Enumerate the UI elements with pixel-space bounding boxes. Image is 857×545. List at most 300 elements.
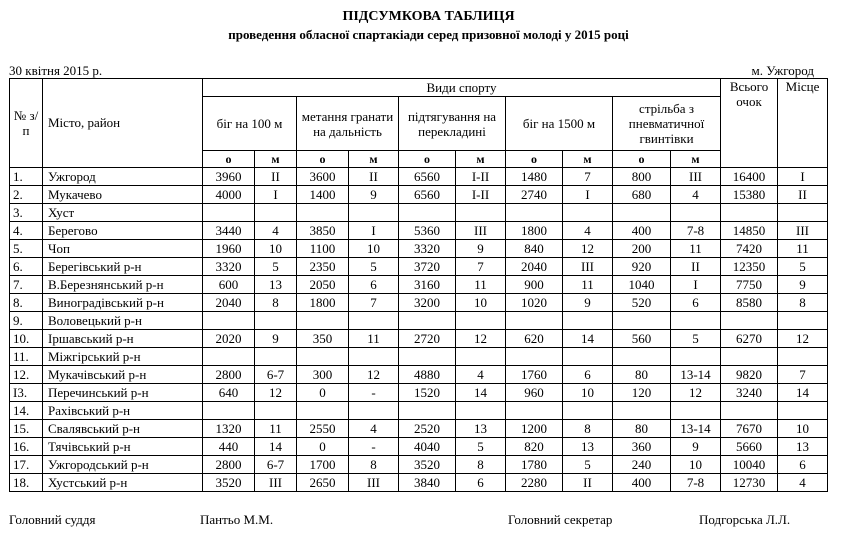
rank-cell: 6 bbox=[349, 276, 399, 294]
score-cell: 3600 bbox=[297, 168, 349, 186]
score-cell: 920 bbox=[613, 258, 671, 276]
score-cell: 3840 bbox=[399, 474, 456, 492]
score-cell: 3440 bbox=[203, 222, 255, 240]
score-cell: 350 bbox=[297, 330, 349, 348]
city-name: Ужгород bbox=[43, 168, 203, 186]
col-sports-header: Види спорту bbox=[203, 79, 721, 97]
total-points: 3240 bbox=[721, 384, 778, 402]
rank-cell: ІІІ bbox=[349, 474, 399, 492]
rank-cell: 6 bbox=[563, 366, 613, 384]
score-cell: 1780 bbox=[506, 456, 563, 474]
row-number: 6. bbox=[10, 258, 43, 276]
rank-cell bbox=[671, 204, 721, 222]
rank-cell: 14 bbox=[456, 384, 506, 402]
total-points bbox=[721, 204, 778, 222]
rank-cell: 5 bbox=[671, 330, 721, 348]
score-cell: 2550 bbox=[297, 420, 349, 438]
rank-cell bbox=[255, 204, 297, 222]
table-row bbox=[10, 474, 828, 492]
sport-header-grenade: метання гранати на дальність bbox=[297, 97, 399, 151]
total-points: 8580 bbox=[721, 294, 778, 312]
rank-cell: 7-8 bbox=[671, 222, 721, 240]
score-cell bbox=[399, 402, 456, 420]
header-row-1 bbox=[10, 79, 828, 97]
score-cell bbox=[297, 402, 349, 420]
total-points bbox=[721, 312, 778, 330]
table-row bbox=[10, 348, 828, 366]
rank-cell bbox=[671, 348, 721, 366]
rank-cell: 6 bbox=[671, 294, 721, 312]
final-place: 10 bbox=[778, 420, 828, 438]
score-cell bbox=[613, 204, 671, 222]
score-cell bbox=[506, 204, 563, 222]
score-cell: 1320 bbox=[203, 420, 255, 438]
table-row bbox=[10, 258, 828, 276]
rank-cell bbox=[349, 402, 399, 420]
col-total-header: Всього очок bbox=[721, 79, 778, 168]
score-cell: 560 bbox=[613, 330, 671, 348]
rank-cell: 8 bbox=[456, 456, 506, 474]
score-cell: 3850 bbox=[297, 222, 349, 240]
table-row bbox=[10, 276, 828, 294]
score-cell bbox=[203, 312, 255, 330]
score-cell: 5360 bbox=[399, 222, 456, 240]
row-number: 5. bbox=[10, 240, 43, 258]
score-cell: 2280 bbox=[506, 474, 563, 492]
score-cell: 3520 bbox=[399, 456, 456, 474]
score-cell: 400 bbox=[613, 222, 671, 240]
rank-cell: 7 bbox=[456, 258, 506, 276]
rank-cell: 12 bbox=[671, 384, 721, 402]
sub-header-m: м bbox=[563, 151, 613, 168]
rank-cell: 4 bbox=[456, 366, 506, 384]
rank-cell: 4 bbox=[671, 186, 721, 204]
score-cell: 2040 bbox=[203, 294, 255, 312]
city-name: Мукачівський р-н bbox=[43, 366, 203, 384]
rank-cell: 9 bbox=[349, 186, 399, 204]
sub-header-o: о bbox=[613, 151, 671, 168]
rank-cell: 13 bbox=[456, 420, 506, 438]
document-title: ПІДСУМКОВА ТАБЛИЦЯ bbox=[342, 9, 515, 24]
score-cell: 900 bbox=[506, 276, 563, 294]
score-cell bbox=[203, 402, 255, 420]
total-points: 6270 bbox=[721, 330, 778, 348]
rank-cell: 9 bbox=[671, 438, 721, 456]
rank-cell: 7 bbox=[563, 168, 613, 186]
total-points: 14850 bbox=[721, 222, 778, 240]
rank-cell: 5 bbox=[563, 456, 613, 474]
score-cell: 1800 bbox=[506, 222, 563, 240]
rank-cell: 10 bbox=[563, 384, 613, 402]
document-place: м. Ужгород bbox=[751, 63, 814, 78]
rank-cell: 11 bbox=[671, 240, 721, 258]
score-cell: 1960 bbox=[203, 240, 255, 258]
rank-cell: ІІІ bbox=[671, 168, 721, 186]
secretary-label: Головний секретар bbox=[508, 512, 613, 527]
rank-cell: 4 bbox=[255, 222, 297, 240]
score-cell bbox=[506, 312, 563, 330]
sub-header-o: о bbox=[203, 151, 255, 168]
sub-header-m: м bbox=[671, 151, 721, 168]
table-row bbox=[10, 222, 828, 240]
final-place: 13 bbox=[778, 438, 828, 456]
city-name: Іршавський р-н bbox=[43, 330, 203, 348]
rank-cell: ІІ bbox=[349, 168, 399, 186]
rank-cell bbox=[255, 312, 297, 330]
score-cell bbox=[506, 348, 563, 366]
rank-cell bbox=[671, 402, 721, 420]
final-place: 9 bbox=[778, 276, 828, 294]
row-number: 11. bbox=[10, 348, 43, 366]
rank-cell: І-ІІ bbox=[456, 186, 506, 204]
rank-cell bbox=[563, 402, 613, 420]
rank-cell: - bbox=[349, 438, 399, 456]
table-row bbox=[10, 384, 828, 402]
final-place: 8 bbox=[778, 294, 828, 312]
score-cell bbox=[399, 204, 456, 222]
rank-cell: 9 bbox=[255, 330, 297, 348]
sport-header-run1500: біг на 1500 м bbox=[506, 97, 613, 151]
score-cell: 400 bbox=[613, 474, 671, 492]
rank-cell: ІІ bbox=[671, 258, 721, 276]
final-place bbox=[778, 348, 828, 366]
rank-cell: І bbox=[255, 186, 297, 204]
total-points: 10040 bbox=[721, 456, 778, 474]
rank-cell: 5 bbox=[349, 258, 399, 276]
rank-cell bbox=[563, 312, 613, 330]
row-number: 7. bbox=[10, 276, 43, 294]
score-cell: 3720 bbox=[399, 258, 456, 276]
score-cell: 960 bbox=[506, 384, 563, 402]
table-row bbox=[10, 312, 828, 330]
score-cell bbox=[203, 348, 255, 366]
score-cell: 1200 bbox=[506, 420, 563, 438]
row-number: 4. bbox=[10, 222, 43, 240]
row-number: 2. bbox=[10, 186, 43, 204]
score-cell bbox=[297, 348, 349, 366]
score-cell: 200 bbox=[613, 240, 671, 258]
score-cell: 240 bbox=[613, 456, 671, 474]
sub-header-m: м bbox=[456, 151, 506, 168]
rank-cell: 5 bbox=[456, 438, 506, 456]
score-cell bbox=[297, 312, 349, 330]
rank-cell: 10 bbox=[349, 240, 399, 258]
total-points: 7420 bbox=[721, 240, 778, 258]
rank-cell bbox=[255, 348, 297, 366]
total-points: 7670 bbox=[721, 420, 778, 438]
final-place: 11 bbox=[778, 240, 828, 258]
final-place bbox=[778, 402, 828, 420]
score-cell: 3320 bbox=[203, 258, 255, 276]
table-row bbox=[10, 240, 828, 258]
score-cell: 1760 bbox=[506, 366, 563, 384]
final-place: 5 bbox=[778, 258, 828, 276]
table-row bbox=[10, 438, 828, 456]
sub-header-o: о bbox=[399, 151, 456, 168]
score-cell: 1700 bbox=[297, 456, 349, 474]
rank-cell bbox=[349, 348, 399, 366]
rank-cell: ІІІ bbox=[255, 474, 297, 492]
score-cell: 6560 bbox=[399, 186, 456, 204]
sub-header-o: о bbox=[506, 151, 563, 168]
rank-cell: ІІ bbox=[563, 474, 613, 492]
score-cell: 6560 bbox=[399, 168, 456, 186]
sport-header-run100: біг на 100 м bbox=[203, 97, 297, 151]
row-number: 15. bbox=[10, 420, 43, 438]
rank-cell: 9 bbox=[456, 240, 506, 258]
rank-cell: 8 bbox=[255, 294, 297, 312]
rank-cell: 14 bbox=[563, 330, 613, 348]
score-cell: 2050 bbox=[297, 276, 349, 294]
row-number: 17. bbox=[10, 456, 43, 474]
final-place: 14 bbox=[778, 384, 828, 402]
score-cell: 3160 bbox=[399, 276, 456, 294]
row-number: 14. bbox=[10, 402, 43, 420]
score-cell: 80 bbox=[613, 420, 671, 438]
score-cell: 820 bbox=[506, 438, 563, 456]
score-cell: 0 bbox=[297, 438, 349, 456]
score-cell: 1480 bbox=[506, 168, 563, 186]
document-date: 30 квітня 2015 р. bbox=[9, 63, 103, 78]
score-cell bbox=[399, 348, 456, 366]
final-place: 4 bbox=[778, 474, 828, 492]
rank-cell bbox=[456, 402, 506, 420]
sub-header-m: м bbox=[255, 151, 297, 168]
score-cell: 3320 bbox=[399, 240, 456, 258]
results-table bbox=[9, 78, 828, 492]
table-row bbox=[10, 168, 828, 186]
score-cell: 1100 bbox=[297, 240, 349, 258]
final-place: ІІ bbox=[778, 186, 828, 204]
score-cell: 800 bbox=[613, 168, 671, 186]
city-name: Рахівський р-н bbox=[43, 402, 203, 420]
final-place: 7 bbox=[778, 366, 828, 384]
city-name: Міжгірський р-н bbox=[43, 348, 203, 366]
score-cell: 2520 bbox=[399, 420, 456, 438]
score-cell: 1020 bbox=[506, 294, 563, 312]
city-name: В.Березнянський р-н bbox=[43, 276, 203, 294]
rank-cell: 13 bbox=[563, 438, 613, 456]
rank-cell: ІІ bbox=[255, 168, 297, 186]
rank-cell bbox=[456, 204, 506, 222]
rank-cell: І bbox=[671, 276, 721, 294]
score-cell: 1040 bbox=[613, 276, 671, 294]
score-cell: 2040 bbox=[506, 258, 563, 276]
sub-header-o: о bbox=[297, 151, 349, 168]
score-cell: 2350 bbox=[297, 258, 349, 276]
rank-cell: 12 bbox=[349, 366, 399, 384]
score-cell: 600 bbox=[203, 276, 255, 294]
rank-cell: І bbox=[349, 222, 399, 240]
final-place: ІІІ bbox=[778, 222, 828, 240]
rank-cell: 10 bbox=[671, 456, 721, 474]
total-points: 12730 bbox=[721, 474, 778, 492]
total-points: 5660 bbox=[721, 438, 778, 456]
rank-cell: - bbox=[349, 384, 399, 402]
city-name: Мукачево bbox=[43, 186, 203, 204]
row-number: 9. bbox=[10, 312, 43, 330]
score-cell bbox=[506, 402, 563, 420]
score-cell bbox=[613, 348, 671, 366]
rank-cell: 9 bbox=[563, 294, 613, 312]
city-name: Тячівський р-н bbox=[43, 438, 203, 456]
rank-cell: 13 bbox=[255, 276, 297, 294]
score-cell: 640 bbox=[203, 384, 255, 402]
final-place: 12 bbox=[778, 330, 828, 348]
rank-cell: 8 bbox=[563, 420, 613, 438]
rank-cell bbox=[349, 204, 399, 222]
total-points bbox=[721, 348, 778, 366]
row-number: І3. bbox=[10, 384, 43, 402]
row-number: 8. bbox=[10, 294, 43, 312]
table-row bbox=[10, 456, 828, 474]
rank-cell: 12 bbox=[456, 330, 506, 348]
rank-cell: 11 bbox=[349, 330, 399, 348]
row-number: 16. bbox=[10, 438, 43, 456]
score-cell: 4880 bbox=[399, 366, 456, 384]
score-cell: 120 bbox=[613, 384, 671, 402]
sub-header-m: м bbox=[349, 151, 399, 168]
score-cell: 2800 bbox=[203, 366, 255, 384]
score-cell: 1400 bbox=[297, 186, 349, 204]
score-cell: 520 bbox=[613, 294, 671, 312]
sport-header-pullups: підтягування на перекладині bbox=[399, 97, 506, 151]
rank-cell: 6-7 bbox=[255, 456, 297, 474]
rank-cell: 12 bbox=[563, 240, 613, 258]
score-cell: 4000 bbox=[203, 186, 255, 204]
table-row bbox=[10, 330, 828, 348]
row-number: 18. bbox=[10, 474, 43, 492]
total-points bbox=[721, 402, 778, 420]
total-points: 7750 bbox=[721, 276, 778, 294]
city-name: Хуст bbox=[43, 204, 203, 222]
rank-cell: 10 bbox=[456, 294, 506, 312]
rank-cell bbox=[671, 312, 721, 330]
score-cell bbox=[613, 402, 671, 420]
table-row bbox=[10, 294, 828, 312]
row-number: 12. bbox=[10, 366, 43, 384]
rank-cell: 12 bbox=[255, 384, 297, 402]
city-name: Свалявський р-н bbox=[43, 420, 203, 438]
row-number: 1. bbox=[10, 168, 43, 186]
score-cell bbox=[297, 204, 349, 222]
rank-cell bbox=[563, 348, 613, 366]
final-place bbox=[778, 312, 828, 330]
rank-cell: 13-14 bbox=[671, 420, 721, 438]
table-row bbox=[10, 186, 828, 204]
rank-cell: 6-7 bbox=[255, 366, 297, 384]
rank-cell: 11 bbox=[255, 420, 297, 438]
rank-cell: ІІІ bbox=[456, 222, 506, 240]
score-cell: 3960 bbox=[203, 168, 255, 186]
final-place bbox=[778, 204, 828, 222]
sport-header-shooting: стрільба з пневматичної гвинтівки bbox=[613, 97, 721, 151]
final-place: 6 bbox=[778, 456, 828, 474]
score-cell: 2650 bbox=[297, 474, 349, 492]
score-cell: 680 bbox=[613, 186, 671, 204]
total-points: 12350 bbox=[721, 258, 778, 276]
city-name: Перечинський р-н bbox=[43, 384, 203, 402]
city-name: Чоп bbox=[43, 240, 203, 258]
city-name: Ужгородський р-н bbox=[43, 456, 203, 474]
score-cell: 4040 bbox=[399, 438, 456, 456]
score-cell: 2740 bbox=[506, 186, 563, 204]
rank-cell bbox=[456, 312, 506, 330]
table-row bbox=[10, 402, 828, 420]
score-cell: 620 bbox=[506, 330, 563, 348]
score-cell: 440 bbox=[203, 438, 255, 456]
rank-cell: 8 bbox=[349, 456, 399, 474]
rank-cell: 13-14 bbox=[671, 366, 721, 384]
rank-cell: 5 bbox=[255, 258, 297, 276]
rank-cell: 11 bbox=[563, 276, 613, 294]
judge-name: Пантьо М.М. bbox=[200, 512, 274, 527]
rank-cell: 6 bbox=[456, 474, 506, 492]
total-points: 16400 bbox=[721, 168, 778, 186]
rank-cell bbox=[563, 204, 613, 222]
score-cell bbox=[203, 204, 255, 222]
rank-cell: І-ІІ bbox=[456, 168, 506, 186]
city-name: Воловецький р-н bbox=[43, 312, 203, 330]
rank-cell bbox=[349, 312, 399, 330]
col-no-header: № з/п bbox=[10, 79, 43, 168]
score-cell: 3520 bbox=[203, 474, 255, 492]
score-cell: 1520 bbox=[399, 384, 456, 402]
rank-cell: 14 bbox=[255, 438, 297, 456]
col-city-header: Місто, район bbox=[43, 79, 203, 168]
score-cell: 360 bbox=[613, 438, 671, 456]
col-place-header: Місце bbox=[778, 79, 828, 168]
total-points: 15380 bbox=[721, 186, 778, 204]
score-cell: 2020 bbox=[203, 330, 255, 348]
total-points: 9820 bbox=[721, 366, 778, 384]
score-cell bbox=[399, 312, 456, 330]
secretary-name: Подгорська Л.Л. bbox=[699, 512, 791, 527]
city-name: Берегово bbox=[43, 222, 203, 240]
rank-cell: 11 bbox=[456, 276, 506, 294]
table-row bbox=[10, 204, 828, 222]
rank-cell: І bbox=[563, 186, 613, 204]
rank-cell: 4 bbox=[563, 222, 613, 240]
rank-cell bbox=[255, 402, 297, 420]
rank-cell: 7-8 bbox=[671, 474, 721, 492]
score-cell bbox=[613, 312, 671, 330]
rank-cell bbox=[456, 348, 506, 366]
score-cell: 80 bbox=[613, 366, 671, 384]
score-cell: 3200 bbox=[399, 294, 456, 312]
rank-cell: 7 bbox=[349, 294, 399, 312]
score-cell: 840 bbox=[506, 240, 563, 258]
row-number: 10. bbox=[10, 330, 43, 348]
rank-cell: 10 bbox=[255, 240, 297, 258]
rank-cell: ІІІ bbox=[563, 258, 613, 276]
city-name: Берегівський р-н bbox=[43, 258, 203, 276]
score-cell: 300 bbox=[297, 366, 349, 384]
score-cell: 2720 bbox=[399, 330, 456, 348]
final-place: І bbox=[778, 168, 828, 186]
score-cell: 2800 bbox=[203, 456, 255, 474]
city-name: Виноградівський р-н bbox=[43, 294, 203, 312]
score-cell: 1800 bbox=[297, 294, 349, 312]
row-number: 3. bbox=[10, 204, 43, 222]
document-subtitle: проведення обласної спартакіади серед призовної молоді у 2015 році bbox=[228, 27, 629, 42]
table-row bbox=[10, 420, 828, 438]
table-row bbox=[10, 366, 828, 384]
score-cell: 0 bbox=[297, 384, 349, 402]
rank-cell: 4 bbox=[349, 420, 399, 438]
city-name: Хустський р-н bbox=[43, 474, 203, 492]
judge-label: Головний суддя bbox=[9, 512, 96, 527]
